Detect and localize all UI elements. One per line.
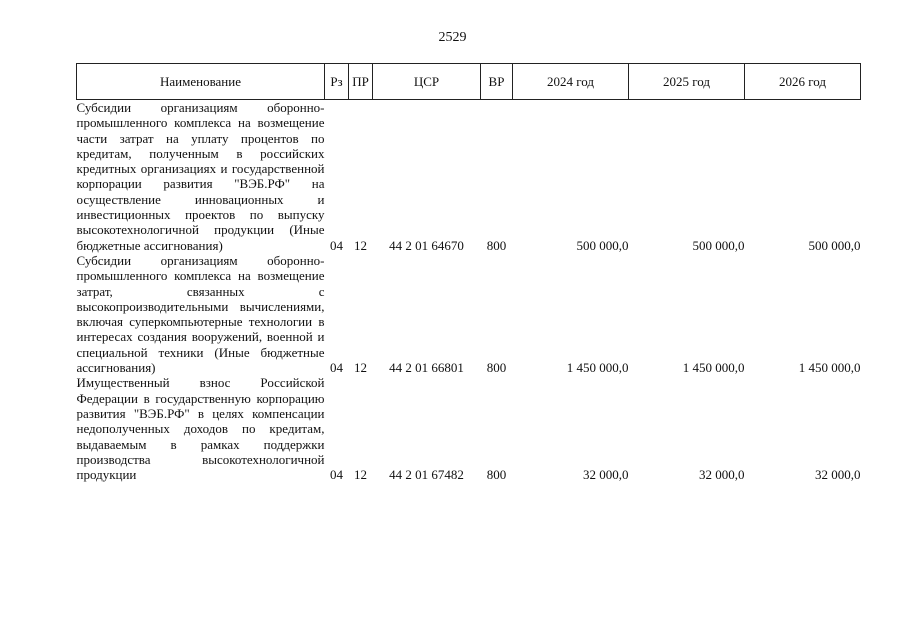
- row-name: Имущественный взнос Российской Федерации в государственную корпорацию развития "ВЭБ.РФ" в целях компенсации недополученных доходов по кредитам, выдаваемым в рамках поддержки производства высокотехнологичной продукции: [76, 375, 325, 483]
- row-2025: 32 000,0: [699, 467, 745, 483]
- row-name: Субсидии организациям оборонно-промышленного комплекса на возмещение части затрат на уплату процентов по кредитам, полученным в российских кредитных организациях и государственной корпорации развития "ВЭБ.РФ" на осуществление инновационных и инвестиционных проектов по выпуску высокотехнологичной продукции (Иные бюджетные ассигнования): [76, 100, 325, 253]
- row-2024: 1 450 000,0: [566, 360, 629, 376]
- row-2024: 32 000,0: [583, 467, 629, 483]
- row-2026: 32 000,0: [815, 467, 861, 483]
- page-number: 2529: [438, 30, 467, 45]
- row-2024: 500 000,0: [576, 237, 629, 253]
- header-rz: Рз: [325, 64, 349, 100]
- row-csr: 44 2 01 64670: [389, 237, 464, 253]
- table-row: [77, 253, 861, 375]
- header-name: Наименование: [77, 64, 325, 100]
- header-pr: ПР: [349, 64, 373, 100]
- header-2025: 2025 год: [629, 64, 745, 100]
- row-csr: 44 2 01 67482: [389, 467, 464, 483]
- row-2026: 1 450 000,0: [798, 360, 861, 376]
- row-pr: 12: [354, 237, 367, 253]
- header-csr: ЦСР: [373, 64, 481, 100]
- row-rz: 04: [330, 467, 343, 483]
- row-2025: 1 450 000,0: [682, 360, 745, 376]
- header-vr: ВР: [481, 64, 513, 100]
- row-2025: 500 000,0: [692, 237, 745, 253]
- row-2026: 500 000,0: [808, 237, 861, 253]
- row-vr: 800: [486, 237, 507, 253]
- header-row: [77, 64, 861, 100]
- row-vr: 800: [486, 360, 507, 376]
- row-pr: 12: [354, 360, 367, 376]
- row-rz: 04: [330, 237, 343, 253]
- budget-table: [76, 63, 861, 482]
- row-vr: 800: [486, 467, 507, 483]
- row-csr: 44 2 01 66801: [389, 360, 464, 376]
- table-row: [77, 375, 861, 482]
- header-2026: 2026 год: [745, 64, 861, 100]
- header-2024: 2024 год: [513, 64, 629, 100]
- row-name: Субсидии организациям оборонно-промышленного комплекса на возмещение затрат, связанных с высокопроизводительными вычислениями, включая суперкомпьютерные технологии в интересах создания вооружений, военной и специальной техники (Иные бюджетные ассигнования): [76, 252, 325, 376]
- row-pr: 12: [354, 467, 367, 483]
- table-row: [77, 100, 861, 253]
- row-rz: 04: [330, 360, 343, 376]
